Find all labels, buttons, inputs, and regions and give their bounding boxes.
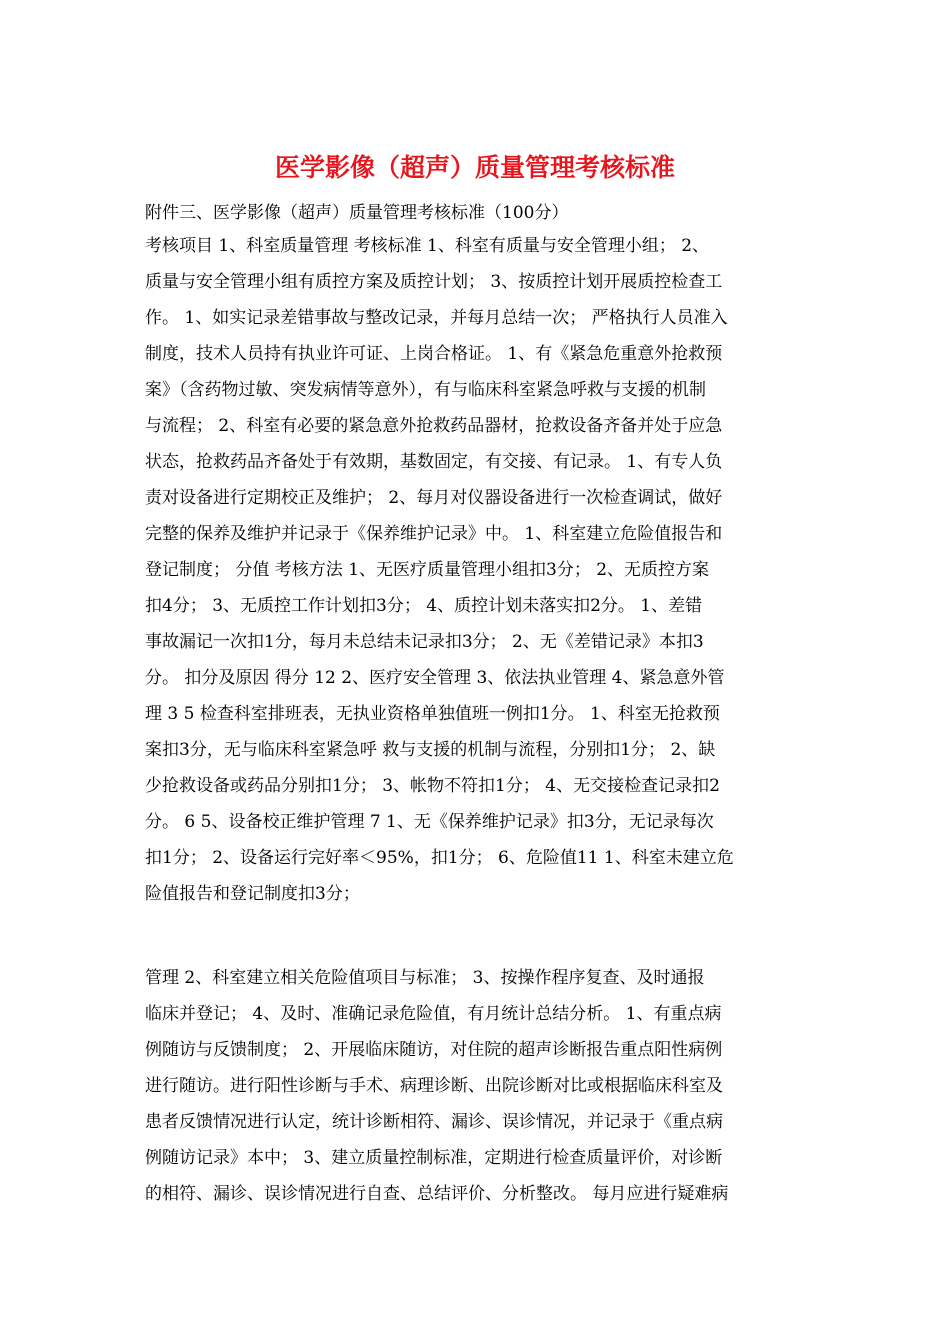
text-line: 的相符、漏诊、误诊情况进行自查、总结评价、分析整改。 每月应进行疑难病 bbox=[145, 1184, 729, 1204]
text-line: 责对设备进行定期校正及维护； 2、每月对仪器设备进行一次检查调试，做好 bbox=[145, 488, 723, 508]
text-line: 登记制度； 分值 考核方法 1、无医疗质量管理小组扣3分； 2、无质控方案 bbox=[145, 560, 710, 580]
text-line: 考核项目 1、科室质量管理 考核标准 1、科室有质量与安全管理小组； 2、 bbox=[145, 236, 710, 256]
text-line: 质量与安全管理小组有质控方案及质控计划； 3、按质控计划开展质控检查工 bbox=[145, 272, 723, 292]
text-line: 少抢救设备或药品分别扣1分； 3、帐物不符扣1分； 4、无交接检查记录扣2 bbox=[145, 776, 720, 796]
text-line: 患者反馈情况进行认定，统计诊断相符、漏诊、误诊情况，并记录于《重点病 bbox=[145, 1112, 723, 1132]
text-line: 分。 扣分及原因 得分 12 2、医疗安全管理 3、依法执业管理 4、紧急意外管 bbox=[145, 668, 725, 688]
text-line: 临床并登记； 4、及时、准确记录危险值，有月统计总结分析。 1、有重点病 bbox=[145, 1004, 722, 1024]
text-line: 制度，技术人员持有执业许可证、上岗合格证。 1、有《紧急危重意外抢救预 bbox=[145, 344, 723, 364]
text-line: 扣1分； 2、设备运行完好率＜95%，扣1分； 6、危险值11 1、科室未建立危 bbox=[145, 848, 734, 868]
text-line: 状态，抢救药品齐备处于有效期，基数固定，有交接、有记录。 1、有专人负 bbox=[145, 452, 723, 472]
text-line: 案》（含药物过敏、突发病情等意外），有与临床科室紧急呼救与支援的机制 bbox=[145, 380, 706, 400]
text-line: 分。 6 5、设备校正维护管理 7 1、无《保养维护记录》扣3分，无记录每次 bbox=[145, 812, 714, 832]
text-line: 作。 1、如实记录差错事故与整改记录，并每月总结一次； 严格执行人员准入 bbox=[145, 308, 728, 328]
document-subtitle: 附件三、医学影像（超声）质量管理考核标准（100分） bbox=[145, 203, 569, 223]
text-line: 险值报告和登记制度扣3分； bbox=[145, 884, 360, 904]
text-line: 理 3 5 检查科室排班表，无执业资格单独值班一例扣1分。 1、科室无抢救预 bbox=[145, 704, 720, 724]
text-line: 例随访与反馈制度； 2、开展临床随访，对住院的超声诊断报告重点阳性病例 bbox=[145, 1040, 723, 1060]
text-line: 与流程； 2、科室有必要的紧急意外抢救药品器材，抢救设备齐备并处于应急 bbox=[145, 416, 723, 436]
text-line: 进行随访。进行阳性诊断与手术、病理诊断、出院诊断对比或根据临床科室及 bbox=[145, 1076, 723, 1096]
text-line: 完整的保养及维护并记录于《保养维护记录》中。 1、科室建立危险值报告和 bbox=[145, 524, 723, 544]
document-title: 医学影像（超声）质量管理考核标准 bbox=[274, 153, 675, 182]
text-line: 事故漏记一次扣1分，每月未总结未记录扣3分； 2、无《差错记录》本扣3 bbox=[145, 632, 704, 652]
text-line: 管理 2、科室建立相关危险值项目与标准； 3、按操作程序复查、及时通报 bbox=[145, 968, 705, 988]
text-line: 扣4分； 3、无质控工作计划扣3分； 4、质控计划未落实扣2分。 1、差错 bbox=[145, 596, 703, 616]
text-line: 案扣3分，无与临床科室紧急呼 救与支援的机制与流程，分别扣1分； 2、缺 bbox=[145, 740, 716, 760]
text-line: 例随访记录》本中； 3、建立质量控制标准，定期进行检查质量评价，对诊断 bbox=[145, 1148, 723, 1168]
